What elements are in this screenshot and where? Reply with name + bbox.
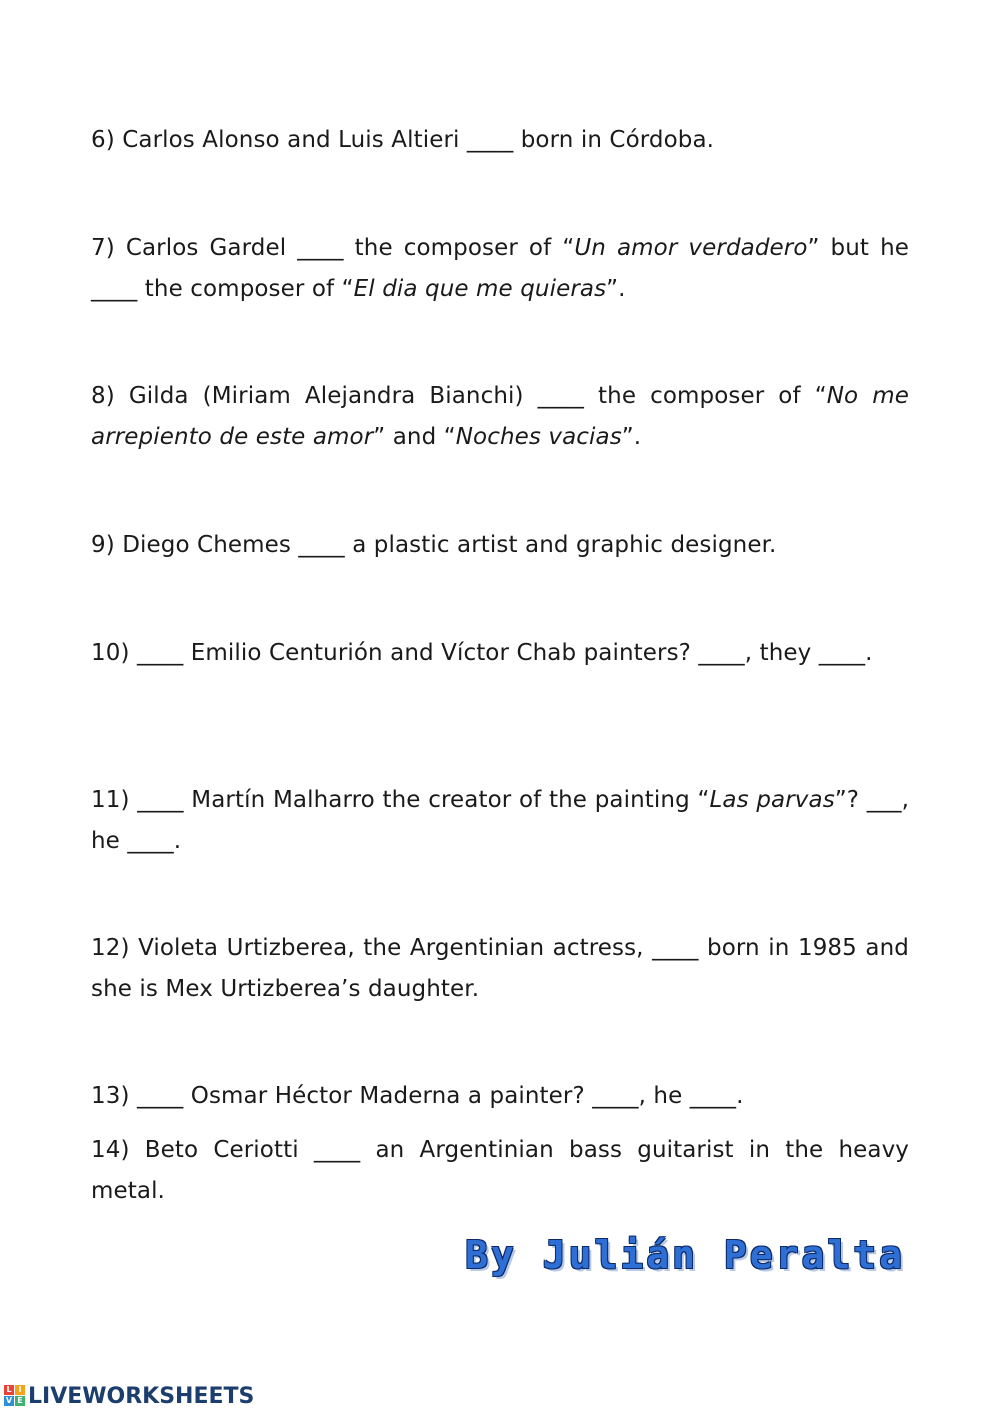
question-7-song-title-2: El dia que me quieras <box>353 276 607 302</box>
question-9-text: 9) Diego Chemes ____ a plastic artist and graphic designer. <box>91 532 777 558</box>
question-7 <box>91 228 909 310</box>
question-13 <box>91 1076 909 1117</box>
question-8-text-c: ”. <box>621 424 642 450</box>
logo-letter-v: V <box>5 1396 13 1405</box>
question-11-text-a: 11) ____ Martín Malharro the creator of the painting “ <box>91 787 710 813</box>
liveworksheets-logo[interactable] <box>4 1382 254 1410</box>
author-credit: By Julián Peralta <box>465 1233 905 1277</box>
question-10 <box>91 633 909 674</box>
question-12-text: 12) Violeta Urtizberea, the Argentinian actress, ____ born in 1985 and she is Mex Urtizberea’s daughter. <box>91 935 909 1002</box>
question-10-text: 10) ____ Emilio Centurión and Víctor Chab painters? ____, they ____. <box>91 640 873 666</box>
question-11-text-b: ”? ___, he ____. <box>91 787 909 854</box>
logo-letter-l: L <box>4 1385 14 1395</box>
question-6 <box>91 120 909 161</box>
question-11-painting-title: Las parvas <box>709 787 835 813</box>
question-8 <box>91 376 909 458</box>
question-9 <box>91 525 909 566</box>
question-7-song-title-1: Un amor verdadero <box>574 235 808 261</box>
question-8-song-title-1: No me arrepiento de este amor <box>91 383 909 450</box>
question-11 <box>91 780 909 862</box>
question-8-text-b: ” and “ <box>373 424 456 450</box>
question-14-text: 14) Beto Ceriotti ____ an Argentinian bass guitarist in the heavy metal. <box>91 1137 909 1204</box>
question-13-text: 13) ____ Osmar Héctor Maderna a painter? ____, he ____. <box>91 1083 744 1109</box>
question-7-text-c: ”. <box>606 276 626 302</box>
question-8-song-title-2: Noches vacias <box>455 424 622 450</box>
logo-letter-e: E <box>15 1396 25 1406</box>
liveworksheets-logo-text: LIVEWORKSHEETS <box>28 1383 255 1409</box>
question-7-text-a: 7) Carlos Gardel ____ the composer of “ <box>91 235 575 261</box>
question-14 <box>91 1130 909 1212</box>
question-6-text: 6) Carlos Alonso and Luis Altieri ____ born in Córdoba. <box>91 127 715 153</box>
question-7-text-b: ” but he ____ the composer of “ <box>91 235 909 302</box>
logo-letter-i: I <box>15 1385 25 1395</box>
question-8-text-a: 8) Gilda (Miriam Alejandra Bianchi) ____ the composer of “ <box>91 383 827 409</box>
question-12 <box>91 928 909 1010</box>
liveworksheets-logo-icon <box>4 1385 26 1407</box>
